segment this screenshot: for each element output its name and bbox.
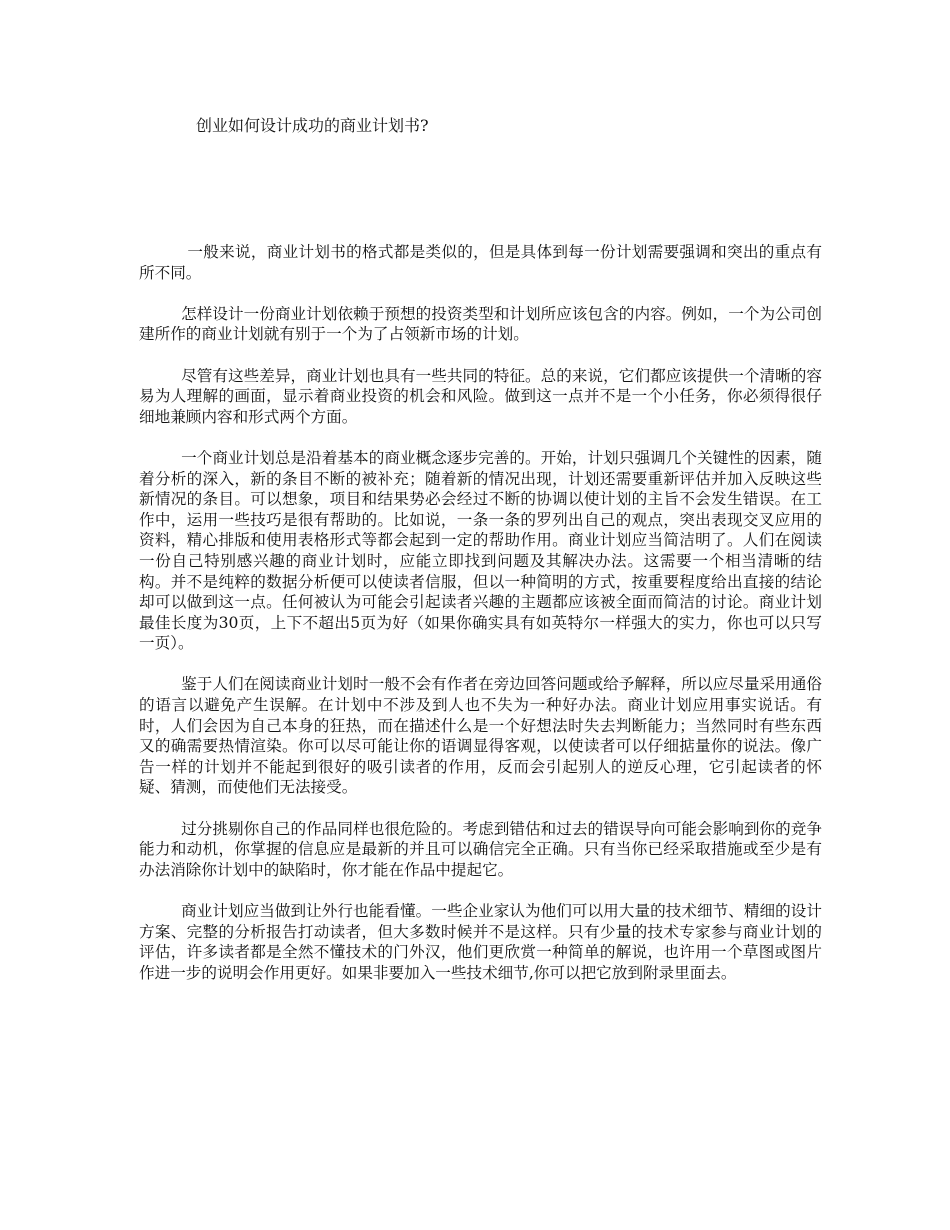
paragraph-6: 过分挑剔你自己的作品同样也很危险的。考虑到错估和过去的错误导向可能会影响到你的竞争能力和动机，你掌握的信息应是最新的并且可以确信完全正确。只有当你已经采取措施或至少是有办法消除你计划中的缺陷时，你才能在作品中提起它。 (139, 819, 822, 879)
paragraph-2: 怎样设计一份商业计划依赖于预想的投资类型和计划所应该包含的内容。例如，一个为公司创建所作的商业计划就有别于一个为了占领新市场的计划。 (139, 304, 822, 344)
paragraph-1: 一般来说，商业计划书的格式都是类似的，但是具体到每一份计划需要强调和突出的重点有所不同。 (139, 243, 822, 282)
paragraph-5: 鉴于人们在阅读商业计划时一般不会有作者在旁边回答问题或给予解释，所以应尽量采用通俗的语言以避免产生误解。在计划中不涉及到人也不失为一种好办法。商业计划应用事实说话。有时，人们会因为自己本身的狂热，而在描述什么是一个好想法时失去判断能力；当然同时有些东西又的确需要热情渲染。你可以尽可能让你的语调显得客观，以使读者可以仔细掂量你的说法。像广告一样的计划并不能起到很好的吸引读者的作用，反而会引起别人的逆反心理，它引起读者的怀疑、猜测，而使他们无法接受。 (139, 675, 822, 797)
document-title: 创业如何设计成功的商业计划书? (196, 116, 429, 135)
paragraph-4: 一个商业计划总是沿着基本的商业概念逐步完善的。开始，计划只强调几个关键性的因素，随着分析的深入，新的条目不断的被补充；随着新的情况出现，计划还需要重新评估并加入反映这些新情况的条目。可以想象，项目和结果势必会经过不断的协调以使计划的主旨不会发生错误。在工作中，运用一些技巧是很有帮助的。比如说，一条一条的罗列出自己的观点，突出表现交叉应用的资料，精心排版和使用表格形式等都会起到一定的帮助作用。商业计划应当简洁明了。人们在阅读一份自己特别感兴趣的商业计划时，应能立即找到问题及其解决办法。这需要一个相当清晰的结构。并不是纯粹的数据分析便可以使读者信服，但以一种简明的方式，按重要程度给出直接的结论却可以做到这一点。任何被认为可能会引起读者兴趣的主题都应该被全面而简洁的讨论。商业计划最佳长度为30页，上下不超出5页为好（如果你确实具有如英特尔一样强大的实力，你也可以只写一页）。 (139, 448, 822, 653)
paragraph-7: 商业计划应当做到让外行也能看懂。一些企业家认为他们可以用大量的技术细节、精细的设计方案、完整的分析报告打动读者，但大多数时候并不是这样。只有少量的技术专家参与商业计划的评估，许多读者都是全然不懂技术的门外汉，他们更欣赏一种简单的解说，也许用一个草图或图片作进一步的说明会作用更好。如果非要加入一些技术细节,你可以把它放到附录里面去。 (139, 902, 822, 982)
paragraph-3: 尽管有这些差异，商业计划也具有一些共同的特征。总的来说，它们都应该提供一个清晰的容易为人理解的画面，显示着商业投资的机会和风险。做到这一点并不是一个小任务，你必须得很仔细地兼顾内容和形式两个方面。 (139, 366, 822, 426)
document-body (139, 242, 822, 1004)
